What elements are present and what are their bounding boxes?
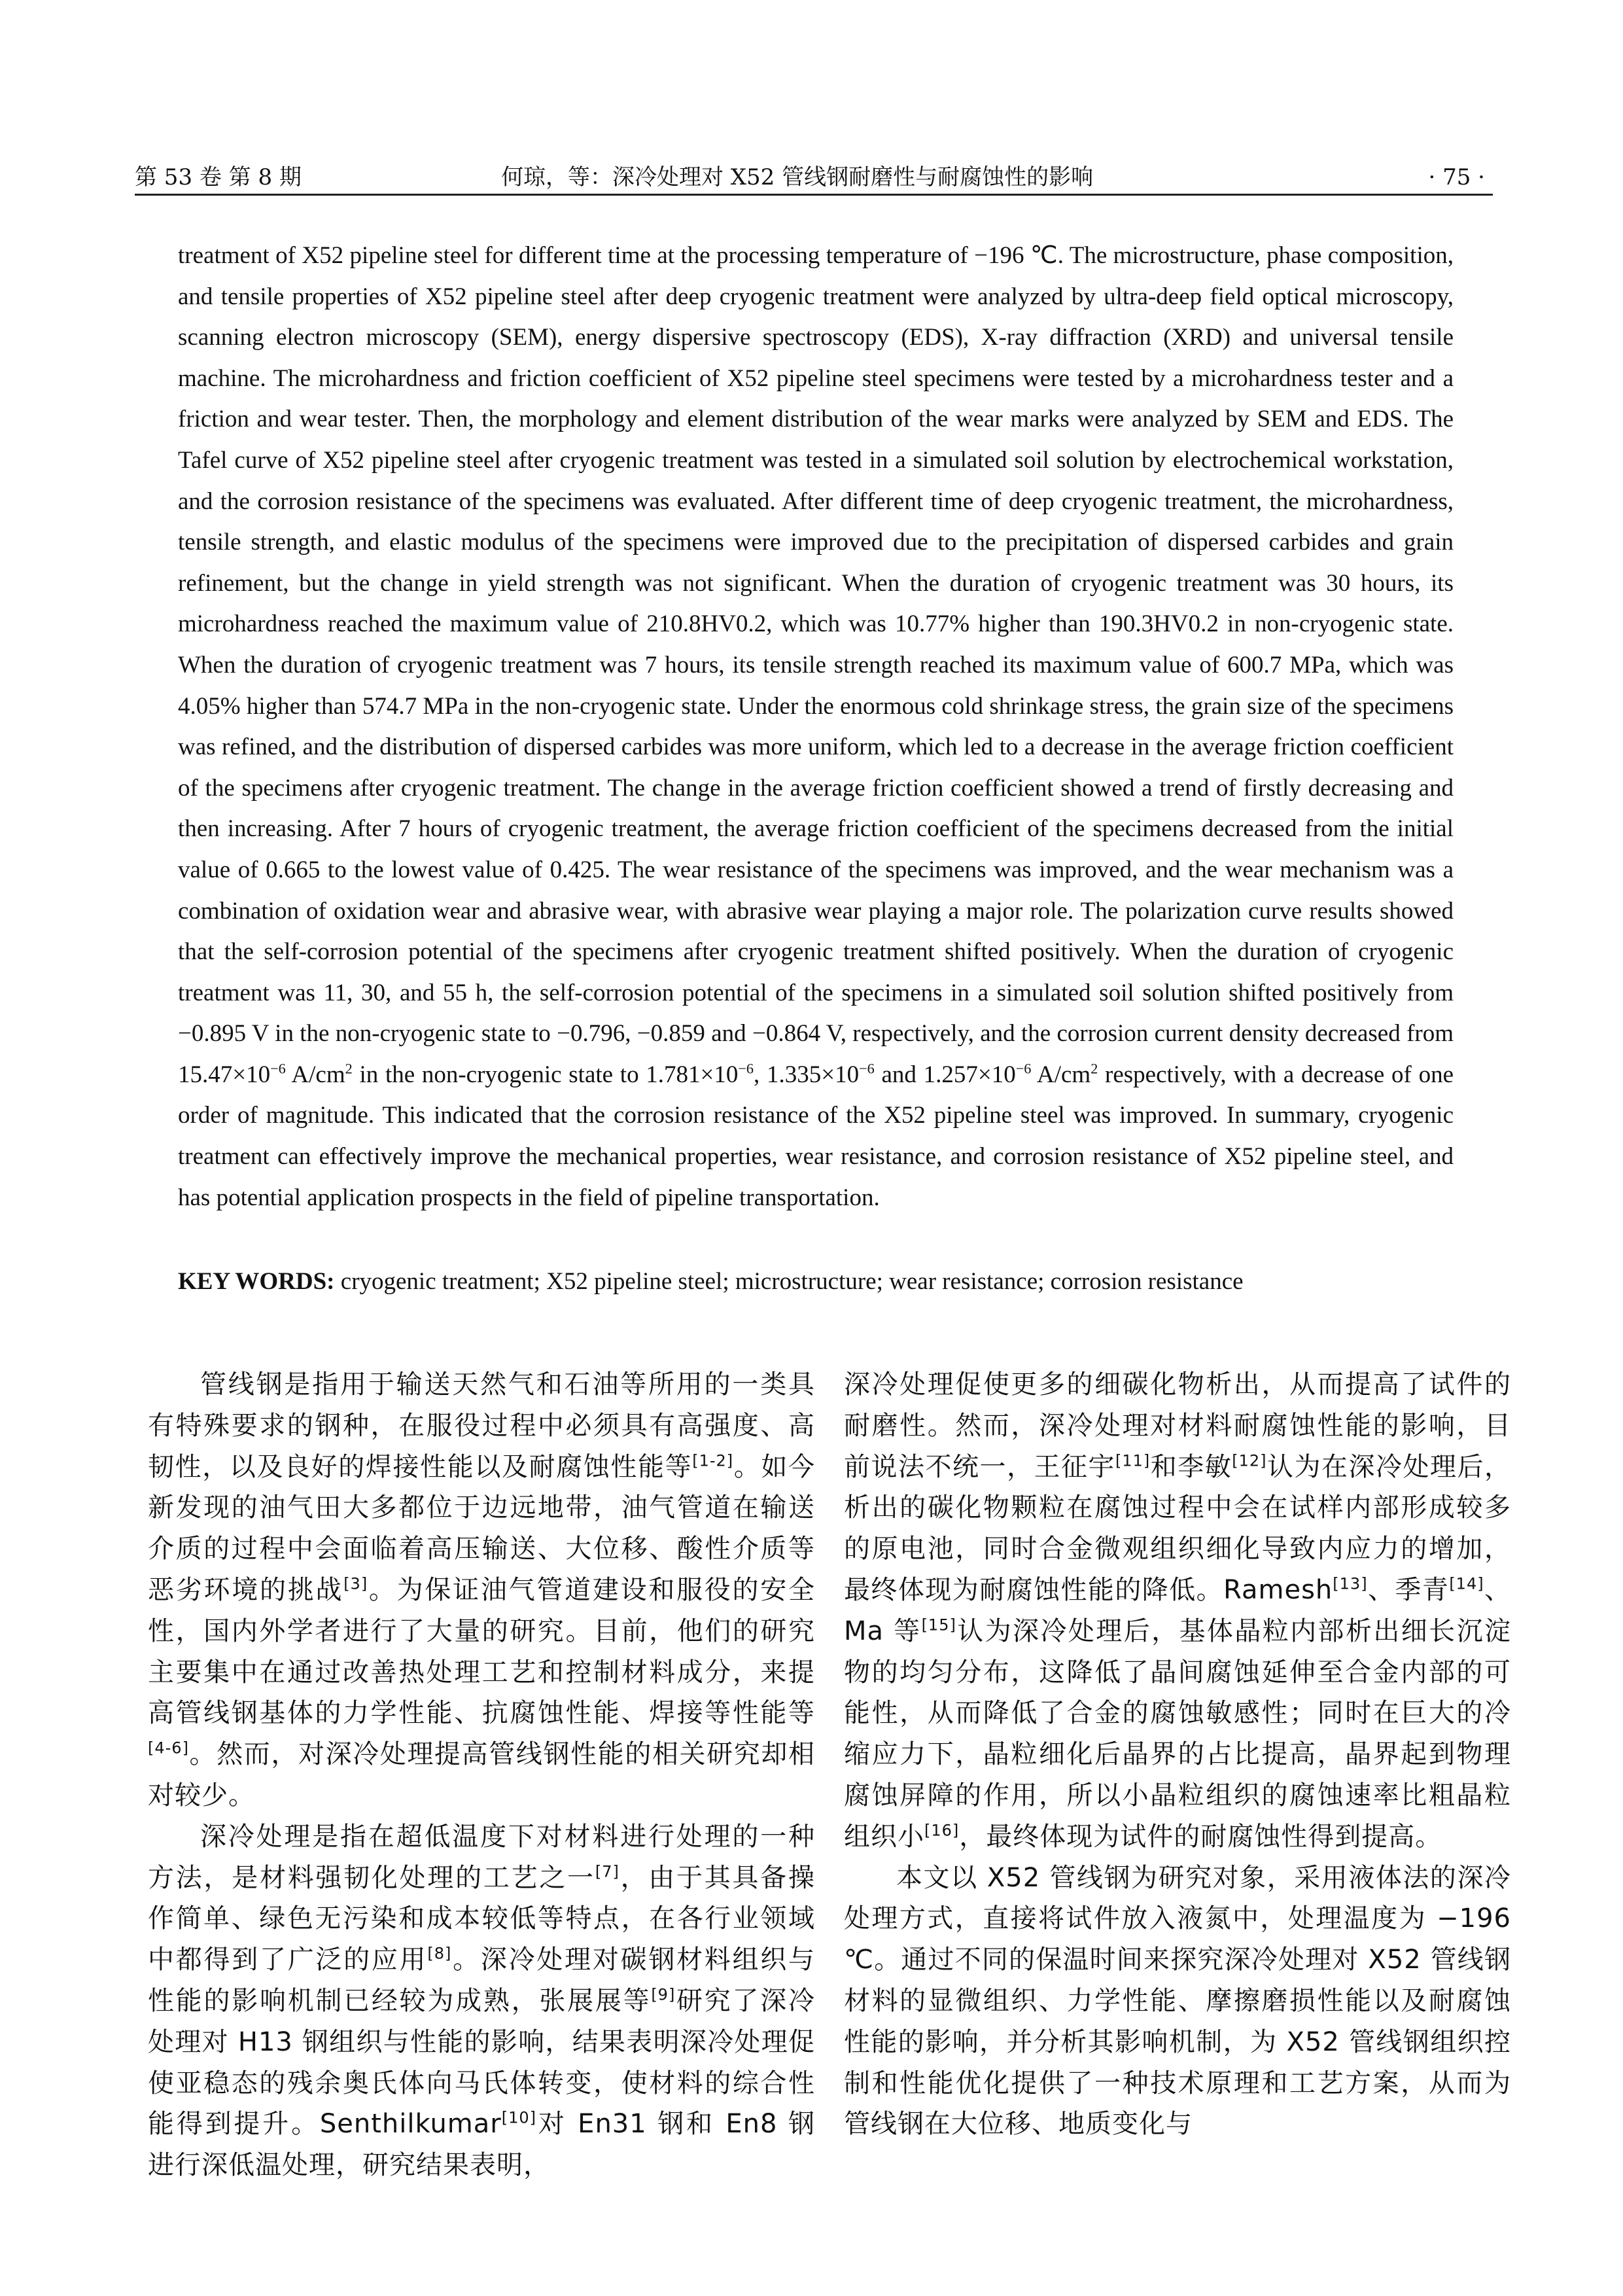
citation: [15] (921, 1616, 956, 1634)
body-text: 。深冷处理对碳钢材料组织与性能的影响机制已经较为成熟，张展展等 (148, 1945, 816, 2016)
body-text: 。如今新发现的油气田大多都位于边远地带，油气管道在输送介质的过程中会面临着高压输送、大位移、酸性介质等恶劣环境的挑战 (148, 1451, 816, 1605)
body-text: 。为保证油气管道建设和服役的安全性，国内外学者进行了大量的研究。目前，他们的研究主要集中在通过改善热处理工艺和控制材料成分，来提高管线钢基体的力学性能、抗腐蚀性能、焊接等性能等 (148, 1574, 816, 1729)
abstract-text: , 1.335×10 (754, 1061, 860, 1088)
paragraph (844, 1858, 1511, 2146)
superscript: 2 (1091, 1060, 1098, 1077)
body-text: 研究了深冷处理对 H13 钢组织与性能的影响，结果表明深冷处理促使亚稳态的残余奥氏体向马氏体转变，使材料的综合性能得到提升。Senthilkumar (148, 1985, 816, 2140)
superscript: 2 (345, 1060, 353, 1077)
body-text: ，最终体现为试件的耐腐蚀性得到提高。 (959, 1821, 1442, 1852)
body-text: 和李敏 (1150, 1451, 1232, 1482)
citation: [16] (924, 1821, 960, 1840)
english-abstract (178, 236, 1454, 1218)
keywords (178, 1262, 1460, 1301)
superscript: −6 (738, 1060, 754, 1077)
paragraph (148, 1364, 815, 1816)
citation: [14] (1449, 1574, 1484, 1593)
body-text: 深冷处理促使更多的细碳化物析出，从而提高了试件的耐磨性。然而，深冷处理对材料耐腐蚀性能的影响，目前说法不统一，王征宇 (844, 1369, 1511, 1482)
body-text: 认为在深冷处理后，析出的碳化物颗粒在腐蚀过程中会在试样内部形成较多的原电池，同时合金微观组织细化导致内应力的增加，最终体现为耐腐蚀性能的降低。Ramesh (844, 1451, 1512, 1605)
body-text: 对 En31 钢和 En8 钢进行深低温处理，研究结果表明， (148, 2109, 815, 2181)
volume-issue: 第 53 卷 第 8 期 (135, 164, 302, 190)
keywords-label: KEY WORDS: (178, 1268, 335, 1295)
citation: [11] (1115, 1451, 1151, 1470)
running-header (135, 161, 1493, 196)
running-title: 何琼，等：深冷处理对 X52 管线钢耐磨性与耐腐蚀性的影响 (501, 164, 1094, 190)
citation: [10] (501, 2109, 536, 2128)
abstract-text: and 1.257×10 (874, 1061, 1016, 1088)
superscript: −6 (1015, 1060, 1032, 1077)
citation: [9] (651, 1985, 676, 2004)
citation: [13] (1333, 1574, 1368, 1593)
citation: [7] (595, 1862, 620, 1881)
abstract-text: A/cm (285, 1061, 345, 1088)
body-text: 管线钢是指用于输送天然气和石油等所用的一类具有特殊要求的钢种，在服役过程中必须具有高强度、高韧性，以及良好的焊接性能以及耐腐蚀性能等 (148, 1369, 815, 1482)
body-text: 、Ma 等 (844, 1574, 1512, 1646)
body-column-left (148, 1364, 815, 2186)
superscript: −6 (270, 1060, 286, 1077)
paragraph (844, 1364, 1511, 1858)
superscript: −6 (859, 1060, 875, 1077)
citation: [8] (427, 1944, 452, 1963)
body-text: 、季青 (1367, 1574, 1450, 1605)
citation: [12] (1232, 1451, 1267, 1470)
paragraph (148, 1816, 815, 2186)
body-text: 本文以 X52 管线钢为研究对象，采用液体法的深冷处理方式，直接将试件放入液氮中，处理温度为 −196 ℃。通过不同的保温时间来探究深冷处理对 X52 管线钢材料的显微组织、力学性能、摩擦磨损性能以及耐腐蚀性能的影响，并分析其影响机制，为 X52 管线钢组织控制和性能优化提供了一种技术原理和工艺方案，从而为管线钢在大位移、地质变化与 (844, 1862, 1511, 2140)
citation: [4-6] (148, 1739, 189, 1757)
abstract-text: in the non-cryogenic state to 1.781×10 (352, 1061, 739, 1088)
body-text: 深冷处理是指在超低温度下对材料进行处理的一种方法，是材料强韧化处理的工艺之一 (148, 1821, 815, 1893)
page-number: · 75 · (1428, 164, 1485, 190)
citation: [1-2] (692, 1451, 734, 1470)
body-column-right (844, 1364, 1511, 2145)
body-text: ，由于其具备操作简单、绿色无污染和成本较低等特点，在各行业领域中都得到了广泛的应用 (148, 1862, 816, 1975)
abstract-text: respectively, with a decrease of one order of magnitude. This indicated that the corrosion resistance of the X52 pipeline steel was improved. In summary, cryogenic treatment can effectively improve the mechanical properties, wear resistance, and corrosion resistance of X52 pipeline steel, and has potential application prospects in the field of pipeline transportation. (178, 1061, 1454, 1211)
keywords-text: cryogenic treatment; X52 pipeline steel; microstructure; wear resistance; corrosion resistance (334, 1268, 1244, 1295)
abstract-text: A/cm (1031, 1061, 1091, 1088)
body-text: 认为深冷处理后，基体晶粒内部析出细长沉淀物的均匀分布，这降低了晶间腐蚀延伸至合金内部的可能性，从而降低了合金的腐蚀敏感性；同时在巨大的冷缩应力下，晶粒细化后晶界的占比提高，晶界起到物理腐蚀屏障的作用，所以小晶粒组织的腐蚀速率比粗晶粒组织小 (844, 1616, 1511, 1852)
abstract-text: treatment of X52 pipeline steel for different time at the processing temperature of −196 ℃. The microstructure, phase composition, and tensile properties of X52 pipeline steel after deep cryogenic treatment were analyzed by ultra-deep field optical microscopy, scanning electron microscopy (SEM), energy dispersive spectroscopy (EDS), X-ray diffraction (XRD) and universal tensile machine. The microhardness and friction coefficient of X52 pipeline steel specimens were tested by a microhardness tester and a friction and wear tester. Then, the morphology and element distribution of the wear marks were analyzed by SEM and EDS. The Tafel curve of X52 pipeline steel after cryogenic treatment was tested in a simulated soil solution by electrochemical workstation, and the corrosion resistance of the specimens was evaluated. After different time of deep cryogenic treatment, the microhardness, tensile strength, and elastic modulus of the specimens were improved due to the precipitation of dispersed carbides and grain refinement, but the change in yield strength was not significant. When the duration of cryogenic treatment was 30 hours, its microhardness reached the maximum value of 210.8HV0.2, which was 10.77% higher than 190.3HV0.2 in non-cryogenic state. When the duration of cryogenic treatment was 7 hours, its tensile strength reached its maximum value of 600.7 MPa, which was 4.05% higher than 574.7 MPa in the non-cryogenic state. Under the enormous cold shrinkage stress, the grain size of the specimens was refined, and the distribution of dispersed carbides was more uniform, which led to a decrease in the average friction coefficient of the specimens after cryogenic treatment. The change in the average friction coefficient showed a trend of firstly decreasing and then increasing. After 7 hours of cryogenic treatment, the average friction coefficient of the specimens decreased from the initial value of 0.665 to the lowest value of 0.425. The wear resistance of the specimens was improved, and the wear mechanism was a combination of oxidation wear and abrasive wear, with abrasive wear playing a major role. The polarization curve results showed that the self-corrosion potential of the specimens after cryogenic treatment shifted positively. When the duration of cryogenic treatment was 11, 30, and 55 h, the self-corrosion potential of the specimens in a simulated soil solution shifted positively from −0.895 V in the non-cryogenic state to −0.796, −0.859 and −0.864 V, respectively, and the corrosion current density decreased from 15.47×10 (178, 242, 1454, 1088)
body-text: 。然而，对深冷处理提高管线钢性能的相关研究却相对较少。 (148, 1739, 815, 1810)
citation: [3] (343, 1574, 368, 1593)
